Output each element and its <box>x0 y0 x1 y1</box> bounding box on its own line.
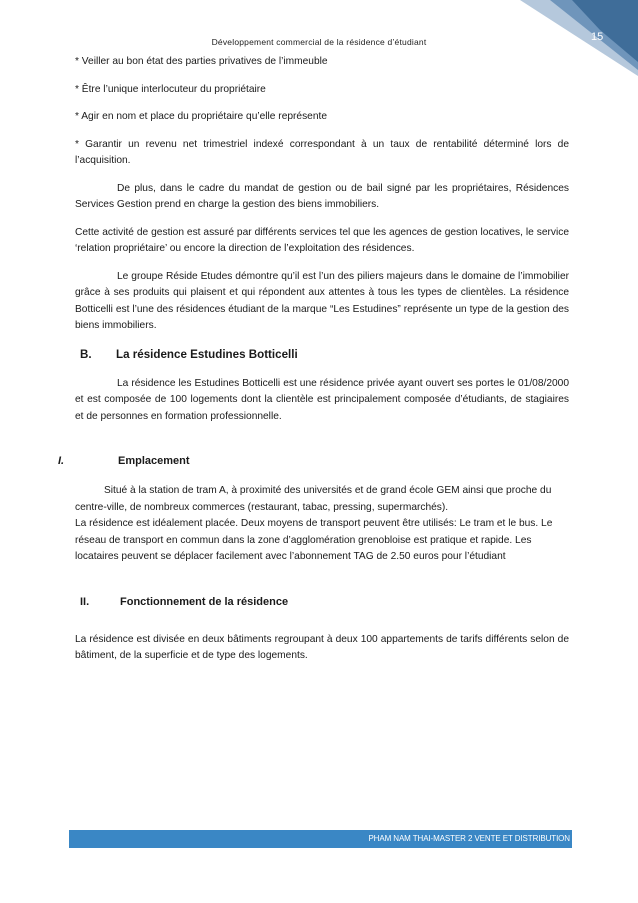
paragraph-residence: La résidence les Estudines Botticelli est une résidence privée ayant ouvert ses portes le 01/08/2000 et est composée de 100 logements dont la clientèle est principalement composée d’étudiants, de stagiaires et de personnes en formation professionnelle. <box>75 377 569 422</box>
paragraph-fonctionnement: La résidence est divisée en deux bâtiments regroupant à deux 100 appartements de tarifs différents selon de bâtiment, de la superficie et de type des logements. <box>75 633 569 661</box>
paragraph-groupe: Le groupe Réside Etudes démontre qu’il est l’un des piliers majeurs dans le domaine de l’immobilier grâce à ses produits qui plaisent et qui répondent aux attentes à tous les types de clientèles. La résidence Botticelli est l’une des résidences étudiant de la marque “Les Estudines” représente un type de la gestion des biens immobiliers. <box>75 270 569 331</box>
paragraph-emplacement-2: La résidence est idéalement placée. Deux moyens de transport peuvent être utilisés: Le tram et le bus. Le réseau de transport en commun dans la zone d’agglomération grenobloise est pratique et rapide. Les locataires peuvent se déplacer facilement avec l’abonnement TAG de 2.50 euros pour l’étudiant <box>75 518 553 562</box>
page-number: 15 <box>591 31 604 43</box>
section-1-heading <box>58 450 569 472</box>
running-header: Développement commercial de la résidence d’étudiant <box>211 37 427 47</box>
footer-text: PHAM NAM THAI-MASTER 2 VENTE ET DISTRIBUTION <box>368 834 570 843</box>
section-b-heading <box>75 344 569 366</box>
paragraph-emplacement-1: Situé à la station de tram A, à proximité des universités et de grand école GEM ainsi que proche du centre-ville, de nombreux commerces (restaurant, tabac, pressing, supermarchés). <box>75 485 552 513</box>
bullet-item: * Être l’unique interlocuteur du propriétaire <box>75 83 266 95</box>
bullet-item: * Agir en nom et place du propriétaire qu’elle représente <box>75 111 328 122</box>
bullet-item: * Veiller au bon état des parties privatives de l’immeuble <box>75 56 328 67</box>
section-1-label: I. <box>58 455 65 467</box>
section-b-title: La résidence Estudines Botticelli <box>116 347 298 361</box>
footer-bar <box>69 830 572 848</box>
section-2-heading <box>80 591 569 613</box>
section-1-title: Emplacement <box>118 455 190 467</box>
section-2-title: Fonctionnement de la résidence <box>120 595 289 608</box>
paragraph-services: Cette activité de gestion est assuré par différents services tel que les agences de gestion locatives, le service ‘relation propriétaire’ ou encore la direction de l’exploitation des résidences. <box>75 226 569 254</box>
section-2-label: II. <box>80 595 90 608</box>
section-b-label: B. <box>80 347 92 361</box>
paragraph-mandat: De plus, dans le cadre du mandat de gestion ou de bail signé par les propriétaires, Résidences Services Gestion prend en charge la gestion des biens immobiliers. <box>75 182 569 210</box>
bullet-item: * Garantir un revenu net trimestriel indexé correspondant à un taux de rentabilité déterminé lors de l’acquisition. <box>75 138 569 166</box>
page-content <box>58 54 569 665</box>
